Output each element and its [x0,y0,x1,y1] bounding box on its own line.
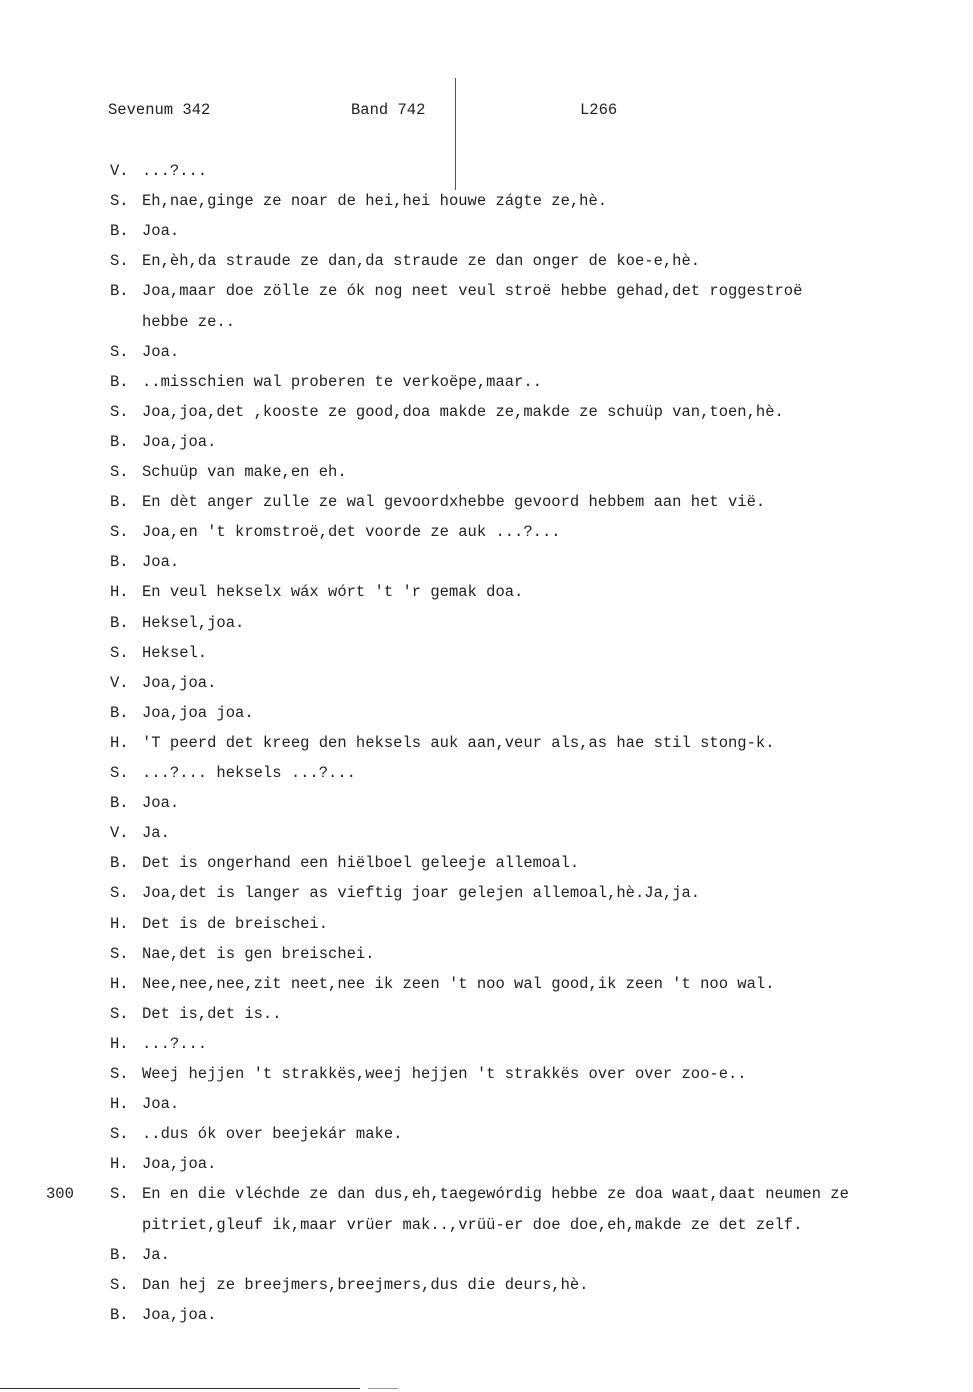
speaker-label: V. [110,824,129,843]
utterance-text: Heksel,joa. [142,613,245,632]
transcript-line [0,343,973,365]
transcript-line [0,764,973,786]
utterance-text: Ja. [142,1245,170,1264]
utterance-text: En,èh,da straude ze dan,da straude ze dan onger de koe-e,hè. [142,252,701,271]
utterance-text: Joa. [142,794,180,813]
speaker-label: S. [110,463,129,481]
speaker-label: B. [110,854,129,873]
utterance-text: Heksel. [142,643,208,662]
transcript-line [0,553,973,575]
speaker-label: H. [110,1034,129,1053]
utterance-text: Det is,det is.. [142,1004,282,1023]
transcript-line [0,373,973,395]
utterance-text: ..dus ók over beejekár make. [142,1125,403,1144]
utterance-text: Joa,maar doe zölle ze ók nog neet veul stroë hebbe gehad,det roggestroë [142,282,803,301]
transcript-line [0,1185,973,1207]
transcript-line [0,1065,973,1087]
utterance-text: ...?... heksels ...?... [142,764,356,782]
utterance-text: Joa. [142,1095,180,1114]
speaker-label: H. [110,583,129,602]
speaker-label: B. [110,1245,129,1264]
transcript-line [0,644,973,666]
speaker-label: B. [110,1305,129,1324]
utterance-text: Joa,joa. [142,1155,217,1174]
transcript-line [0,1005,973,1027]
transcript-line [0,824,973,846]
speaker-label: H. [110,914,129,933]
transcript-line [0,1035,973,1057]
footer-dash [368,1388,398,1389]
utterance-text: Joa,en 't kromstroë,det voorde ze auk ...?... [142,523,561,542]
transcript-line [0,222,973,244]
transcript-line [0,945,973,967]
utterance-text: Weej hejjen 't strakkës,weej hejjen 't strakkës over over zoo-e.. [142,1065,747,1083]
speaker-label: S. [110,1185,129,1204]
transcript-line [0,433,973,455]
speaker-label: S. [110,192,129,211]
footer-rule [0,1388,360,1389]
utterance-text: En en die vléchde ze dan dus,eh,taegewórdig hebbe ze doa waat,daat neumen ze [142,1185,849,1204]
transcript-line [0,884,973,906]
transcript-line [0,674,973,696]
transcript-line [0,1095,973,1117]
header-page-code: L266 [580,101,618,119]
speaker-label: B. [110,553,129,572]
utterance-text: Nee,nee,nee,zit neet,nee ik zeen 't noo wal good,ik zeen 't noo wal. [142,974,775,993]
speaker-label: V. [110,162,129,180]
speaker-label: B. [110,703,129,722]
speaker-label: B. [110,432,129,451]
transcript-line [0,1155,973,1177]
utterance-continuation: hebbe ze.. [142,312,236,331]
speaker-label: V. [110,673,129,692]
speaker-label: S. [110,643,129,662]
speaker-label: H. [110,1095,129,1114]
utterance-text: Joa,joa joa. [142,703,254,722]
line-number: 300 [46,1185,74,1204]
utterance-text: Schuüp van make,en eh. [142,463,347,481]
speaker-label: S. [110,523,129,542]
transcript-line [0,1125,973,1147]
utterance-text: Ja. [142,824,170,843]
transcript-line [0,854,973,876]
transcript-line [0,1216,973,1238]
speaker-label: S. [110,342,129,361]
utterance-text: Joa. [142,342,180,361]
utterance-text: Joa,joa. [142,432,217,451]
transcript-line [0,794,973,816]
utterance-text: En veul hekselx wáx wórt 't 'r gemak doa. [142,583,524,602]
transcript-line [0,975,973,997]
utterance-text: ...?... [142,162,208,180]
transcript-line [0,734,973,756]
header-band: Band 742 [351,101,426,119]
utterance-text: En dèt anger zulle ze wal gevoordxhebbe gevoord hebbem aan het vië. [142,493,766,512]
utterance-text: Joa. [142,222,180,241]
transcript-line [0,463,973,485]
transcript-line [0,252,973,274]
speaker-label: S. [110,1065,129,1083]
transcript-line [0,1276,973,1298]
speaker-label: H. [110,733,129,752]
transcript-line [0,493,973,515]
utterance-text: Dan hej ze breejmers,breejmers,dus die deurs,hè. [142,1275,589,1294]
transcript-line [0,614,973,636]
transcript-line [0,523,973,545]
utterance-continuation: pitriet,gleuf ik,maar vrüer mak..,vrüü-er doe doe,eh,makde ze det zelf. [142,1215,803,1234]
speaker-label: B. [110,493,129,512]
speaker-label: B. [110,613,129,632]
transcript-line [0,583,973,605]
utterance-text: 'T peerd det kreeg den heksels auk aan,veur als,as hae stil stong-k. [142,733,775,752]
utterance-text: Joa,joa. [142,1305,217,1324]
transcript-line [0,313,973,335]
header-location: Sevenum 342 [108,101,211,119]
utterance-text: Nae,det is gen breischei. [142,944,375,963]
utterance-text: ..misschien wal proberen te verkoëpe,maar.. [142,372,542,391]
speaker-label: S. [110,252,129,271]
utterance-text: Joa. [142,553,180,572]
speaker-label: B. [110,222,129,241]
transcript-line [0,282,973,304]
transcript-line [0,192,973,214]
transcript-line [0,1246,973,1268]
speaker-label: B. [110,372,129,391]
transcript-line [0,915,973,937]
speaker-label: S. [110,1275,129,1294]
utterance-text: Joa,det is langer as vieftig joar gelejen allemoal,hè.Ja,ja. [142,884,701,903]
utterance-text: Det is de breischei. [142,914,329,933]
speaker-label: H. [110,974,129,993]
transcript-line [0,162,973,184]
transcript-line [0,704,973,726]
speaker-label: S. [110,402,129,421]
speaker-label: S. [110,1125,129,1144]
utterance-text: Joa,joa. [142,673,217,692]
speaker-label: S. [110,944,129,963]
speaker-label: H. [110,1155,129,1174]
transcript-line [0,1306,973,1328]
utterance-text: Eh,nae,ginge ze noar de hei,hei houwe zágte ze,hè. [142,192,608,211]
utterance-text: Joa,joa,det ,kooste ze good,doa makde ze,makde ze schuüp van,toen,hè. [142,402,784,421]
speaker-label: B. [110,794,129,813]
utterance-text: Det is ongerhand een hiëlboel geleeje allemoal. [142,854,580,873]
speaker-label: S. [110,884,129,903]
speaker-label: S. [110,1004,129,1023]
utterance-text: ...?... [142,1034,208,1053]
speaker-label: S. [110,764,129,782]
speaker-label: B. [110,282,129,301]
transcript-line [0,403,973,425]
